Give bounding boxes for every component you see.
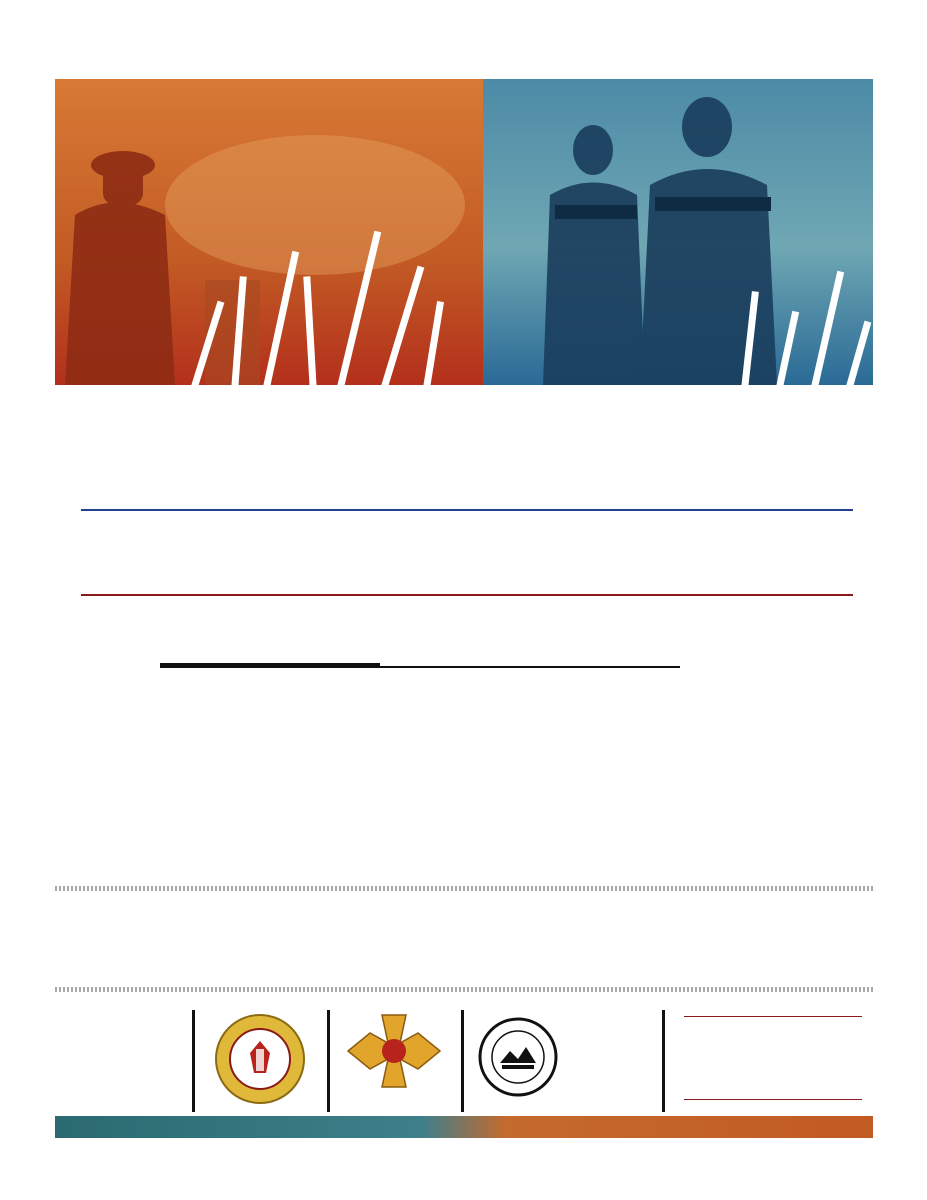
dashed-divider-bottom [55, 987, 873, 992]
event-rule-thin [380, 666, 680, 668]
banner-image [55, 65, 873, 385]
county-seal-icon [478, 1017, 558, 1097]
divider-red [81, 594, 853, 596]
iaff-logo [346, 1013, 442, 1105]
perk-rule-bottom [684, 1099, 862, 1100]
sponsor-separator [662, 1010, 665, 1112]
sponsor-separator [327, 1010, 330, 1112]
maltese-cross-icon [346, 1013, 442, 1105]
event-rule-thick [160, 663, 380, 668]
footer-pattern [55, 1116, 873, 1152]
footer-strip [55, 1116, 873, 1152]
akron-fire-department-logo [214, 1013, 306, 1110]
sponsor-separator [461, 1010, 464, 1112]
header-banner [55, 65, 873, 385]
summit-county-seal [478, 1017, 558, 1097]
perk-rule-top [684, 1016, 862, 1017]
dashed-divider-top [55, 886, 873, 891]
divider-blue [81, 509, 853, 511]
sponsor-separator [192, 1010, 195, 1112]
fire-badge-icon [214, 1013, 306, 1105]
